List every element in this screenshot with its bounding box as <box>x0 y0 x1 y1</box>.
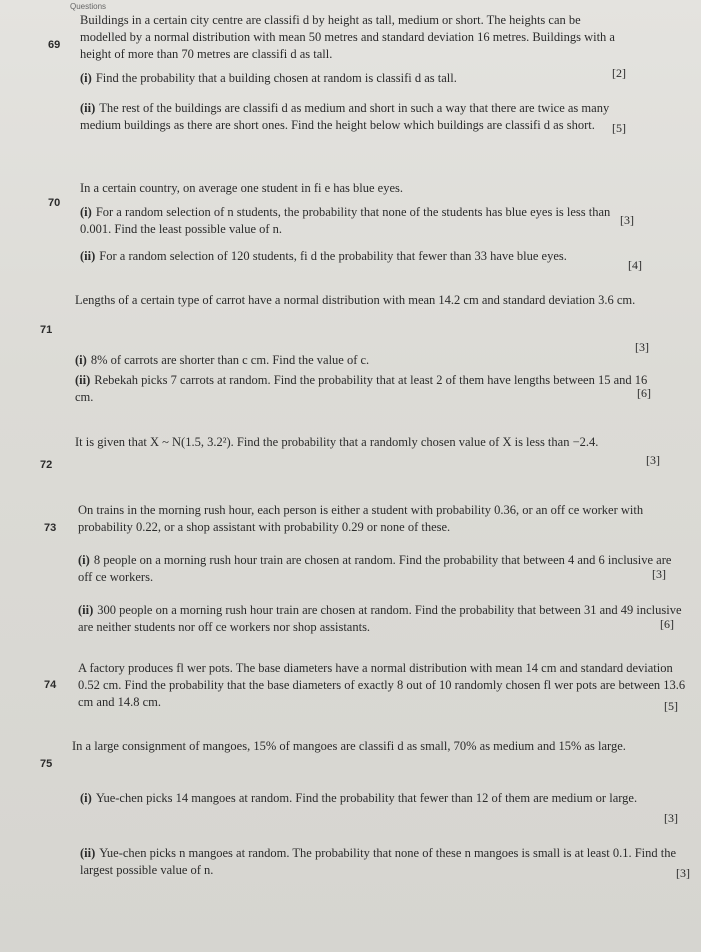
marks: [6] <box>637 386 651 400</box>
part-label: (i) <box>80 71 92 85</box>
part-text: The rest of the buildings are classifi d as medium and short in such a way that there are twice as many medium buildings as there are short ones. Find the height below which buildings are classifi d as short. <box>80 101 610 132</box>
question-number: 70 <box>48 197 61 209</box>
question-part <box>75 352 575 369</box>
question-text: Lengths of a certain type of carrot have a normal distribution with mean 14.2 cm and standard deviation 3.6 cm. <box>75 293 636 307</box>
marks: [3] <box>646 453 660 467</box>
marks: [4] <box>628 258 642 272</box>
part-text: 8% of carrots are shorter than c cm. Find the value of c. <box>90 353 370 367</box>
question-number: 72 <box>40 459 53 471</box>
marks: [5] <box>612 121 626 135</box>
part-text: Find the probability that a building chosen at random is classifi d as tall. <box>95 71 457 85</box>
part-label: (i) <box>80 791 92 805</box>
marks: [3] <box>676 866 690 880</box>
part-label: (ii) <box>80 101 96 115</box>
marks: [3] <box>635 340 649 354</box>
part-label: (ii) <box>78 603 94 617</box>
question-text: On trains in the morning rush hour, each person is either a student with probability 0.36, or an off ce worker with probability 0.22, or a shop assistant with probability 0.29 or none of these. <box>78 503 644 534</box>
question-text: In a certain country, on average one student in fi e has blue eyes. <box>80 181 404 195</box>
question-part <box>80 790 685 807</box>
part-label: (ii) <box>80 846 96 860</box>
part-label: (ii) <box>75 373 91 387</box>
part-text: For a random selection of n students, the probability that none of the students has blue eyes is less than 0.001. Find the least possible value of n. <box>80 205 611 236</box>
question-number: 75 <box>40 758 53 770</box>
part-text: Rebekah picks 7 carrots at random. Find the probability that at least 2 of them have lengths between 15 and 16 cm. <box>75 373 648 404</box>
marks: [5] <box>664 699 678 713</box>
question-text: In a large consignment of mangoes, 15% of mangoes are classifi d as small, 70% as medium and 15% as large. <box>72 739 626 753</box>
question-text: Buildings in a certain city centre are classifi d by height as tall, medium or short. The heights can be modelled by a normal distribution with mean 50 metres and standard deviation 16 metres. Buildings with a height of more than 70 metres are classifi d as tall. <box>80 13 615 61</box>
part-text: 300 people on a morning rush hour train are chosen at random. Find the probability that between 31 and 49 inclusive are neither students nor off ce workers nor shop assistants. <box>78 603 682 634</box>
part-text: Yue-chen picks n mangoes at random. The probability that none of these n mangoes is small is at least 0.1. Find the largest possible value of n. <box>80 846 677 877</box>
question-part <box>80 204 640 238</box>
part-text: 8 people on a morning rush hour train are chosen at random. Find the probability that between 4 and 6 inclusive are off ce workers. <box>78 553 672 584</box>
question-number: 69 <box>48 39 61 51</box>
marks: [3] <box>652 567 666 581</box>
question-number: 73 <box>44 522 57 534</box>
question-part <box>75 372 650 406</box>
page-header: Questions <box>70 2 107 11</box>
question-number: 71 <box>40 324 53 336</box>
part-label: (i) <box>78 553 90 567</box>
question-part <box>80 70 550 87</box>
question-text: A factory produces fl wer pots. The base diameters have a normal distribution with mean 14 cm and standard deviation 0.52 cm. Find the probability that the base diameters of exactly 8 out of 10 randomly chosen fl wer pots are between 13.6 cm and 14.8 cm. <box>78 661 686 709</box>
marks: [3] <box>664 811 678 825</box>
question-part <box>78 552 678 586</box>
question-part <box>80 248 645 265</box>
question-part <box>80 845 690 879</box>
marks: [3] <box>620 213 634 227</box>
part-label: (i) <box>80 205 92 219</box>
question-text: It is given that X ~ N(1.5, 3.2²). Find the probability that a randomly chosen value of X is less than −2.4. <box>75 435 599 449</box>
part-label: (i) <box>75 353 87 367</box>
question-part <box>80 100 625 134</box>
marks: [6] <box>660 617 674 631</box>
marks: [2] <box>612 66 626 80</box>
part-label: (ii) <box>80 249 96 263</box>
part-text: For a random selection of 120 students, fi d the probability that fewer than 33 have blue eyes. <box>99 249 567 263</box>
question-number: 74 <box>44 679 57 691</box>
part-text: Yue-chen picks 14 mangoes at random. Find the probability that fewer than 12 of them are medium or large. <box>95 791 638 805</box>
question-part <box>78 602 683 636</box>
